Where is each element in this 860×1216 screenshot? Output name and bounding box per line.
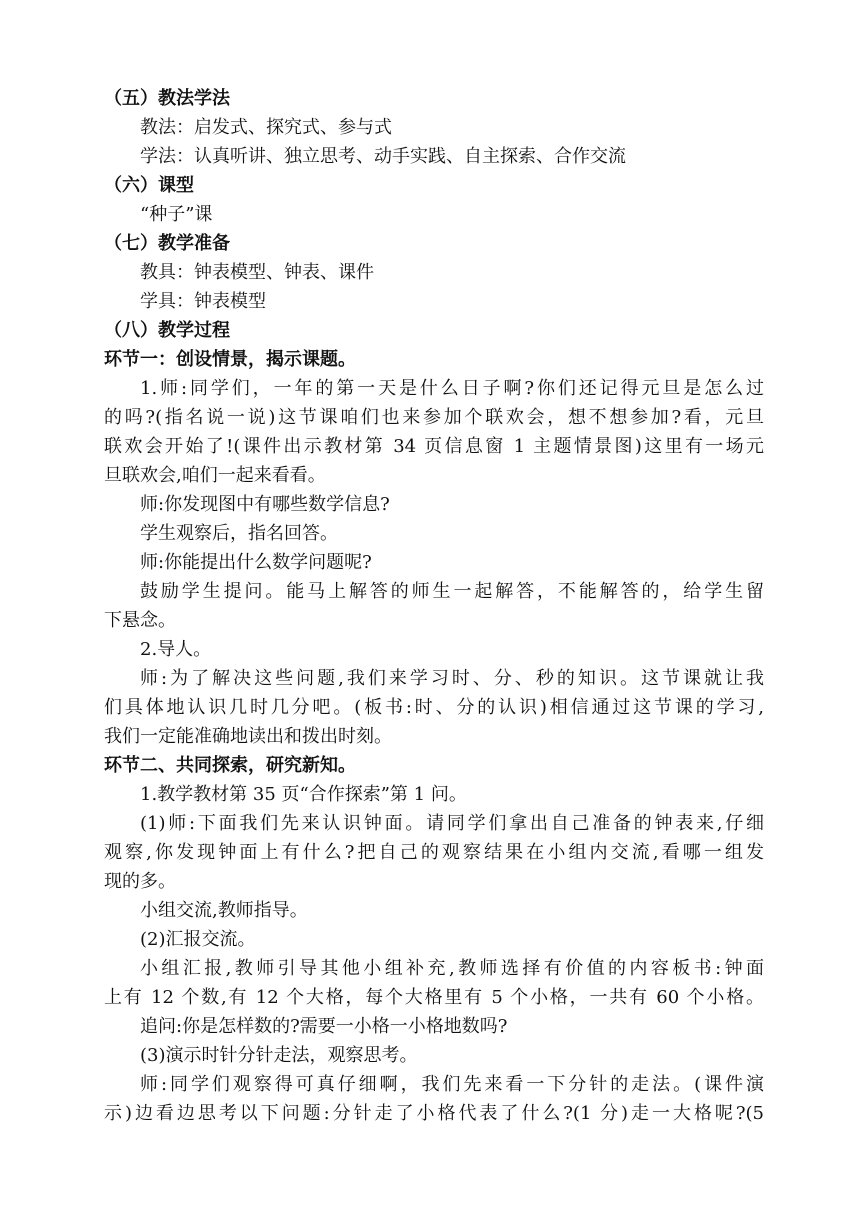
text-line: 师:你发现图中有哪些数学信息? <box>140 494 390 515</box>
text-line: 现的多。 <box>104 871 176 892</box>
text-line: 师:同学们观察得可真仔细啊，我们先来看一下分针的走法。(课件演 <box>140 1074 764 1095</box>
section-heading-teaching-methods: （五）教法学法 <box>104 88 230 109</box>
text-line: 2.导人。 <box>140 639 212 660</box>
text-line: 下悬念。 <box>104 610 176 631</box>
text-line: 师:为了解决这些问题,我们来学习时、分、秒的知识。这节课就让我 <box>140 668 764 689</box>
section-heading-process: （八）教学过程 <box>104 320 230 341</box>
text-line: 教具：钟表模型、钟表、课件 <box>140 262 374 283</box>
text-line: 示)边看边思考以下问题:分针走了小格代表了什么?(1 分)走一大格呢?(5 <box>104 1103 764 1124</box>
section-heading-preparation: （七）教学准备 <box>104 233 230 254</box>
text-line: 师:你能提出什么数学问题呢? <box>140 552 372 573</box>
text-line: 小组交流,教师指导。 <box>140 900 308 921</box>
text-line: 小组汇报,教师引导其他小组补充,教师选择有价值的内容板书:钟面 <box>140 958 764 979</box>
text-line: 们具体地认识几时几分吧。(板书:时、分的认识)相信通过这节课的学习, <box>104 697 764 718</box>
text-line: 旦联欢会,咱们一起来看看。 <box>104 465 326 486</box>
text-line: 我们一定能准确地读出和拨出时刻。 <box>104 726 392 747</box>
text-line: 教法：启发式、探究式、参与式 <box>140 117 392 138</box>
section-heading-lesson-type: （六）课型 <box>104 175 194 196</box>
stage-heading-2: 环节二、共同探索，研究新知。 <box>104 755 356 776</box>
stage-heading-1: 环节一：创设情景，揭示课题。 <box>104 349 356 370</box>
text-line: 鼓励学生提问。能马上解答的师生一起解答，不能解答的，给学生留 <box>140 581 764 602</box>
text-line: 追问:你是怎样数的?需要一小格一小格地数吗? <box>140 1016 508 1037</box>
text-line: “种子”课 <box>140 204 213 225</box>
text-line: 观察,你发现钟面上有什么?把自己的观察结果在小组内交流,看哪一组发 <box>104 842 764 863</box>
text-line: (1)师:下面我们先来认识钟面。请同学们拿出自己准备的钟表来,仔细 <box>140 813 764 834</box>
text-line: 学具：钟表模型 <box>140 291 266 312</box>
text-line: 的吗?(指名说一说)这节课咱们也来参加个联欢会，想不想参加?看，元旦 <box>104 407 764 428</box>
text-line: 联欢会开始了!(课件出示教材第 34 页信息窗 1 主题情景图)这里有一场元 <box>104 436 764 457</box>
text-line: 上有 12 个数,有 12 个大格，每个大格里有 5 个小格，一共有 60 个小格。 <box>104 987 764 1008</box>
text-line: 1.师:同学们，一年的第一天是什么日子啊?你们还记得元旦是怎么过 <box>140 378 764 399</box>
text-line: (3)演示时针分针走法，观察思考。 <box>140 1045 418 1066</box>
text-line: 1.教学教材第 35 页“合作探索”第 1 问。 <box>140 784 467 805</box>
text-line: (2)汇报交流。 <box>140 929 256 950</box>
text-line: 学法：认真听讲、独立思考、动手实践、自主探索、合作交流 <box>140 146 626 167</box>
text-line: 学生观察后，指名回答。 <box>140 523 338 544</box>
